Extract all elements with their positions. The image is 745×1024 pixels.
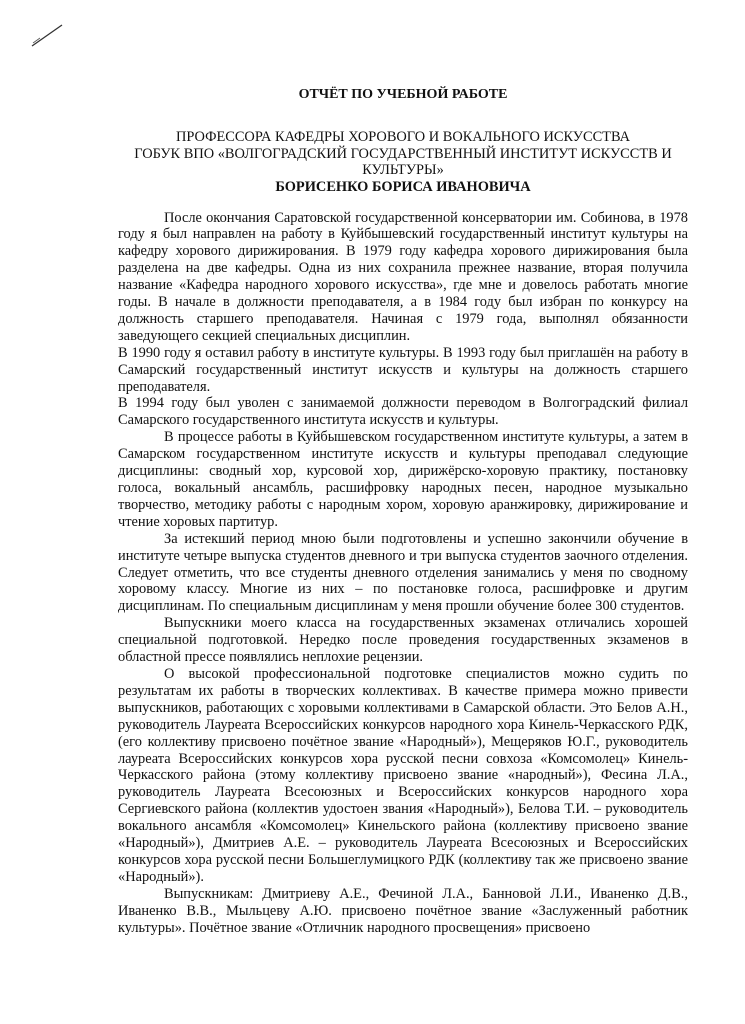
paragraph: В процессе работы в Куйбышевском государственном институте культуры, а затем в Самарском государственном институте искусств и культуры преподавал следующие дисциплины: сводный хор, курсовой хор, дирижёрско-хоровую практику, постановку голоса, вокальный ансамбль, расшифровку народных песен, народное музыкально творчество, методику работы с народным хором, хоровую аранжировку, дирижирование и чтение хоровых партитур. [118,429,688,530]
paragraph: Выпускники моего класса на государственных экзаменах отличались хорошей специальной подготовкой. Нередко после проведения государственных экзаменов в областной прессе появлялись неплохие рецензии. [118,615,688,666]
paragraph: После окончания Саратовской государственной консерватории им. Собинова, в 1978 году я был направлен на работу в Куйбышевский государственный институт культуры на кафедру хорового дирижирования. В 1979 году кафедра хорового дирижирования была разделена на две кафедры. Одна из них сохранила прежнее название, вторая получила название «Кафедра народного хорового искусства», где мне и довелось работать многие годы. В начале в должности преподавателя, а в 1984 году был избран по конкурсу на должность старшего преподавателя. Начиная с 1979 года, выполнял обязанности заведующего секцией специальных дисциплин. [118,209,688,344]
document-subtitle-line1: ПРОФЕССОРА КАФЕДРЫ ХОРОВОГО И ВОКАЛЬНОГО ИСКУССТВА [175,129,631,145]
paragraph: В 1990 году я оставил работу в институте культуры. В 1993 году был приглашён на работу в Самарский государственный институт искусств и культуры на должность старшего преподавателя. [118,344,688,395]
document-title: ОТЧЁТ ПО УЧЕБНОЙ РАБОТЕ [298,87,508,102]
document-author: БОРИСЕНКО БОРИСА ИВАНОВИЧА [275,178,531,195]
paragraph: За истекший период мною были подготовлены и успешно закончили обучение в институте четыре выпуска студентов дневного и три выпуска студентов заочного отделения. Следует отметить, что все студенты дневного отделения занимались у меня по сводному хоровому классу. Многие из них – по постановке голоса, расшифровке и другим дисциплинам. По специальным дисциплинам у меня прошли обучение более 300 студентов. [118,530,688,615]
paragraph: В 1994 году был уволен с занимаемой должности переводом в Волгоградский филиал Самарского государственного института искусств и культуры. [118,395,688,429]
document-page [118,86,688,936]
paragraph: О высокой профессиональной подготовке специалистов можно судить по результатам их работы в творческих коллективах. В качестве примера можно привести выпускников, работающих с хоровыми коллективами в Самарской области. Это Белов А.Н., руководитель Лауреата Всероссийских конкурсов народного хора Кинель-Черкасского РДК, (его коллективу присвоено почётное звание «Народный»), Мещеряков Ю.Г., руководитель лауреата Всероссийских конкурсов хора русской песни совхоза «Комсомолец» Кинель-Черкасского района (этому коллективу присвоено звание «народный»), Фесина Л.А., руководитель Лауреата Всесоюзных и Всероссийских конкурсов народного хора Сергиевского района (коллектив удостоен звания «Народный»), Белова Т.И. – руководитель вокального ансамбля «Комсомолец» Кинельского района (коллективу присвоено звание «Народный»), Дмитриев А.Е. – руководитель Лауреата Всесоюзных и Всероссийских конкурсов хора русской песни Большеглумицкого РДК (коллективу так же присвоено звание «Народный»). [118,665,688,885]
document-subtitle-line2: ГОБУК ВПО «ВОЛГОГРАДСКИЙ ГОСУДАРСТВЕННЫЙ ИНСТИТУТ ИСКУССТВ И КУЛЬТУРЫ» [134,145,672,178]
pen-stroke-mark [30,22,64,48]
paragraph: Выпускникам: Дмитриеву А.Е., Фечиной Л.А., Банновой Л.И., Иваненко Д.В., Иваненко В.В., Мыльцеву А.Ю. присвоено почётное звание «Заслуженный работник культуры». Почётное звание «Отличник народного просвещения» присвоено [118,885,688,936]
